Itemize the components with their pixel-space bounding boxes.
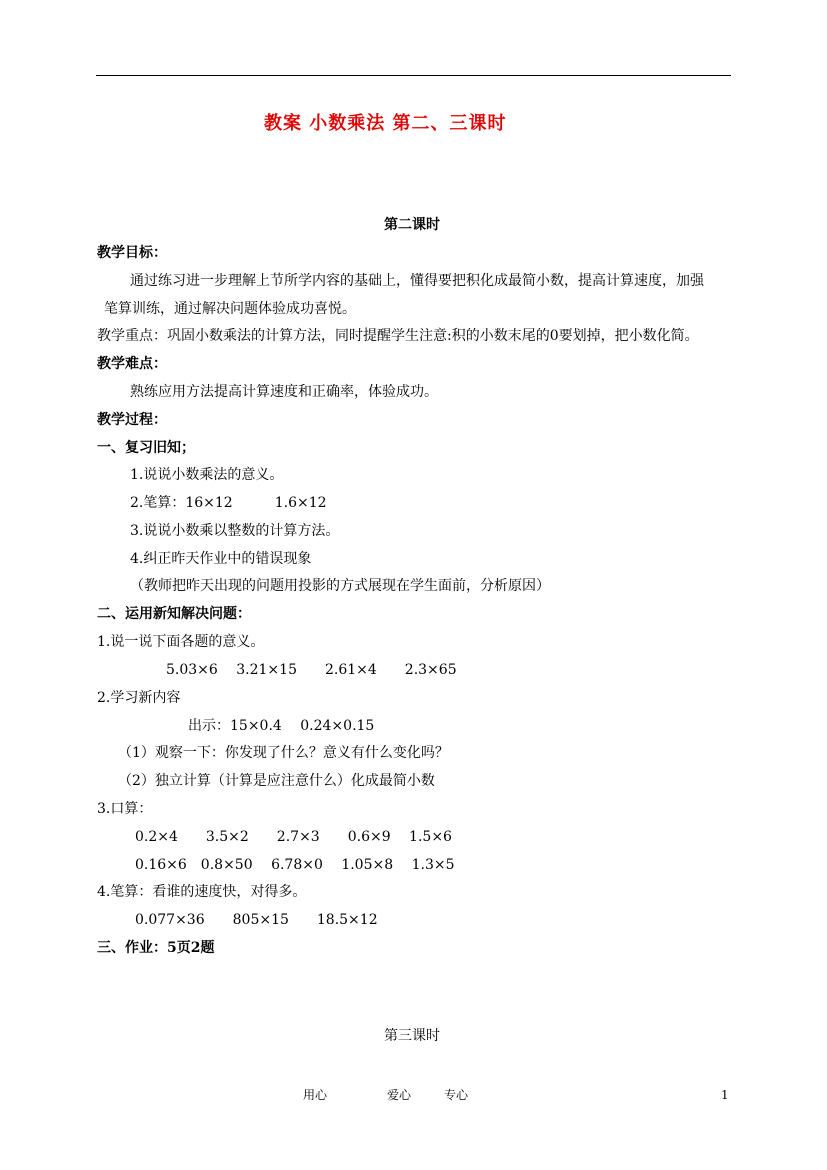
part2-q2-sub2: （2）独立计算（计算是应注意什么）化成最简小数 <box>118 773 435 789</box>
part2-q2-sub1: （1）观察一下：你发现了什么？意义有什么变化吗？ <box>118 745 449 761</box>
footer-word-1: 用心 <box>303 1088 328 1102</box>
part1-item-4: 4.纠正昨天作业中的错误现象 <box>130 551 312 567</box>
part1-item-2: 2.笔算：16×12 1.6×12 <box>130 495 327 511</box>
part2-q3-row2: 0.16×6 0.8×50 6.78×0 1.05×8 1.3×5 <box>135 857 455 873</box>
lesson3-heading: 第三课时 <box>384 1028 440 1044</box>
difficulty-text: 熟练应用方法提高计算速度和正确率，体验成功。 <box>130 384 438 400</box>
part1-heading: 一、复习旧知； <box>97 440 195 456</box>
part2-q3: 3.口算： <box>97 801 153 817</box>
part2-q3-row1: 0.2×4 3.5×2 2.7×3 0.6×9 1.5×6 <box>135 829 452 845</box>
page-number: 1 <box>721 1088 729 1102</box>
footer-word-3: 专心 <box>444 1088 469 1102</box>
part2-q1: 1.说一说下面各题的意义。 <box>97 634 265 650</box>
part1-item-3: 3.说说小数乘以整数的计算方法。 <box>130 523 340 539</box>
footer-word-2: 爱心 <box>387 1088 412 1102</box>
part2-q4-exprs: 0.077×36 805×15 18.5×12 <box>135 912 378 928</box>
process-label: 教学过程： <box>97 412 167 428</box>
goal-text-line1: 通过练习进一步理解上节所学内容的基础上，懂得要把积化成最简小数，提高计算速度，加强 <box>130 273 704 289</box>
key-point: 教学重点：巩固小数乘法的计算方法，同时提醒学生注意:积的小数末尾的0要划掉，把小数化简。 <box>97 328 699 344</box>
goal-text-line2: 笔算训练，通过解决问题体验成功喜悦。 <box>104 301 356 317</box>
part2-q2-show: 出示：15×0.4 0.24×0.15 <box>188 718 375 734</box>
part2-heading: 二、运用新知解决问题： <box>97 606 251 622</box>
document-title: 教案 小数乘法 第二、三课时 <box>264 113 507 134</box>
part3-homework: 三、作业：5页2题 <box>97 940 215 956</box>
goal-label: 教学目标： <box>97 245 167 261</box>
part1-note: （教师把昨天出现的问题用投影的方式展现在学生面前，分析原因） <box>130 578 550 594</box>
lesson2-heading: 第二课时 <box>384 217 440 233</box>
part2-q1-exprs: 5.03×6 3.21×15 2.61×4 2.3×65 <box>166 662 457 678</box>
part2-q2: 2.学习新内容 <box>97 690 181 706</box>
header-rule <box>96 75 731 76</box>
difficulty-label: 教学难点： <box>97 356 167 372</box>
part2-q4: 4.笔算：看谁的速度快，对得多。 <box>97 884 307 900</box>
part1-item-1: 1.说说小数乘法的意义。 <box>130 467 284 483</box>
